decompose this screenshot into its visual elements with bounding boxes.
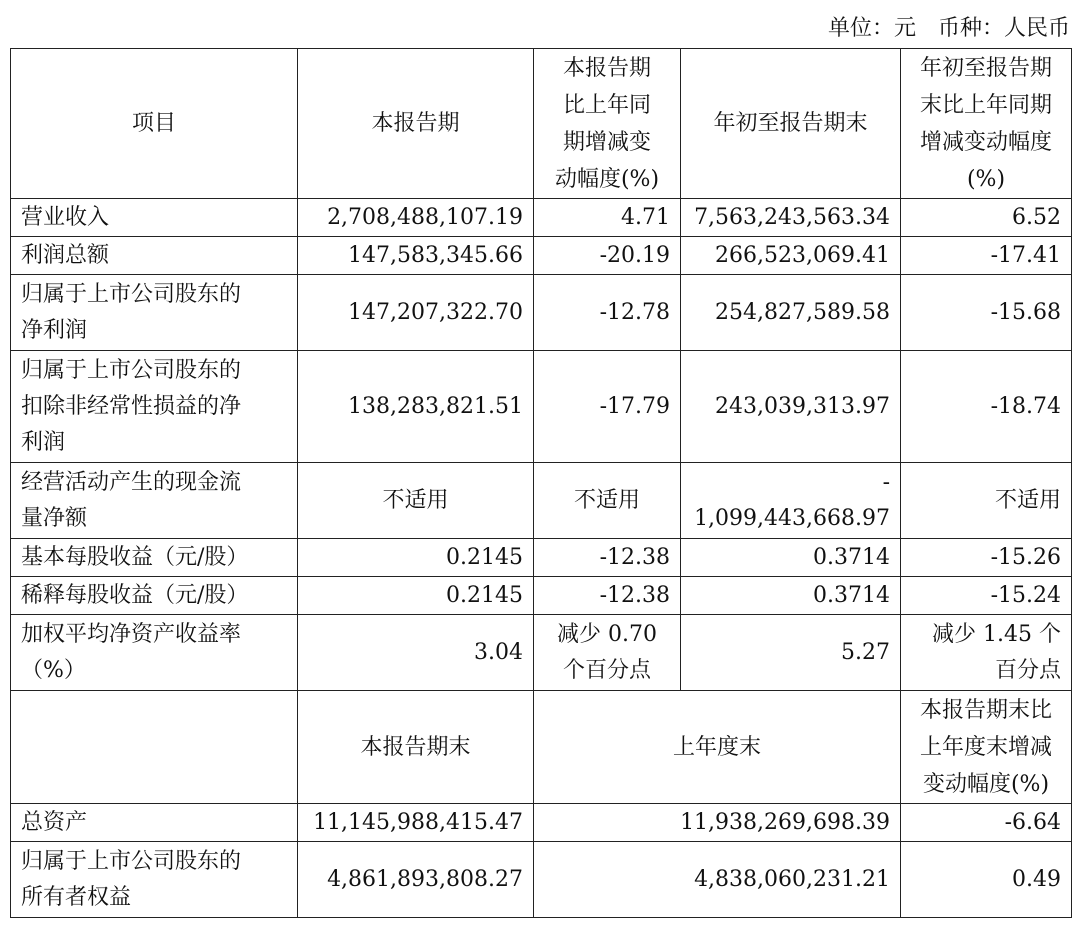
cell-current-change: -17.79	[534, 351, 681, 463]
cell-current-change: -20.19	[534, 237, 681, 275]
row-label: 归属于上市公司股东的 扣除非经常性损益的净 利润	[11, 351, 298, 463]
table-row	[11, 842, 1072, 918]
cell-ytd-change: -15.68	[901, 275, 1072, 351]
cell-ytd-change: 不适用	[901, 463, 1072, 539]
cell-current: 3.04	[298, 615, 534, 691]
header2-blank	[11, 691, 298, 804]
cell-period-end: 4,861,893,808.27	[298, 842, 534, 918]
cell-current: 147,583,345.66	[298, 237, 534, 275]
header-ytd-change: 年初至报告期 末比上年同期 增减变动幅度 (%)	[901, 49, 1072, 199]
unit-line	[828, 14, 1070, 44]
currency-label: 币种：人民币	[937, 16, 1070, 41]
header-item: 项目	[11, 49, 298, 199]
cell-ytd-change: 6.52	[901, 199, 1072, 237]
header-current-change: 本报告期 比上年同 期增减变 动幅度(%)	[534, 49, 681, 199]
cell-ytd: 266,523,069.41	[681, 237, 901, 275]
cell-ytd: - 1,099,443,668.97	[681, 463, 901, 539]
cell-ytd: 0.3714	[681, 539, 901, 577]
cell-current-change: -12.38	[534, 539, 681, 577]
cell-ytd-change: 减少 1.45 个 百分点	[901, 615, 1072, 691]
cell-current: 2,708,488,107.19	[298, 199, 534, 237]
cell-current-change: 不适用	[534, 463, 681, 539]
table-row	[11, 615, 1072, 691]
financial-summary-table	[10, 48, 1072, 918]
row-label: 总资产	[11, 804, 298, 842]
cell-current: 0.2145	[298, 577, 534, 615]
table-row	[11, 237, 1072, 275]
row-label: 归属于上市公司股东的 净利润	[11, 275, 298, 351]
cell-current: 0.2145	[298, 539, 534, 577]
header2-prior-year-end: 上年度末	[534, 691, 901, 804]
cell-ytd-change: -17.41	[901, 237, 1072, 275]
cell-ytd: 254,827,589.58	[681, 275, 901, 351]
row-label: 利润总额	[11, 237, 298, 275]
cell-current: 147,207,322.70	[298, 275, 534, 351]
table-row	[11, 539, 1072, 577]
table-row	[11, 275, 1072, 351]
cell-ytd: 5.27	[681, 615, 901, 691]
cell-ytd-change: -18.74	[901, 351, 1072, 463]
cell-ytd: 0.3714	[681, 577, 901, 615]
cell-period-end: 11,145,988,415.47	[298, 804, 534, 842]
table-header-row-2	[11, 691, 1072, 804]
cell-current-change: -12.38	[534, 577, 681, 615]
table-row	[11, 577, 1072, 615]
cell-current: 不适用	[298, 463, 534, 539]
cell-ytd-change: -15.24	[901, 577, 1072, 615]
table-row	[11, 804, 1072, 842]
cell-ytd: 7,563,243,563.34	[681, 199, 901, 237]
row-label: 归属于上市公司股东的 所有者权益	[11, 842, 298, 918]
cell-prior-year-end: 4,838,060,231.21	[534, 842, 901, 918]
cell-prior-year-end: 11,938,269,698.39	[534, 804, 901, 842]
cell-change: -6.64	[901, 804, 1072, 842]
cell-ytd-change: -15.26	[901, 539, 1072, 577]
table-row	[11, 463, 1072, 539]
cell-change: 0.49	[901, 842, 1072, 918]
cell-current-change: 4.71	[534, 199, 681, 237]
header2-period-end: 本报告期末	[298, 691, 534, 804]
row-label: 稀释每股收益（元/股）	[11, 577, 298, 615]
unit-label: 单位：元	[827, 16, 916, 41]
cell-current-change: 减少 0.70 个百分点	[534, 615, 681, 691]
cell-ytd: 243,039,313.97	[681, 351, 901, 463]
row-label: 基本每股收益（元/股）	[11, 539, 298, 577]
row-label: 加权平均净资产收益率 （%）	[11, 615, 298, 691]
table-row	[11, 199, 1072, 237]
row-label: 经营活动产生的现金流 量净额	[11, 463, 298, 539]
header2-change: 本报告期末比 上年度末增减 变动幅度(%)	[901, 691, 1072, 804]
header-current-period: 本报告期	[298, 49, 534, 199]
table-header-row	[11, 49, 1072, 199]
cell-current: 138,283,821.51	[298, 351, 534, 463]
row-label: 营业收入	[11, 199, 298, 237]
cell-current-change: -12.78	[534, 275, 681, 351]
header-ytd: 年初至报告期末	[681, 49, 901, 199]
table-row	[11, 351, 1072, 463]
